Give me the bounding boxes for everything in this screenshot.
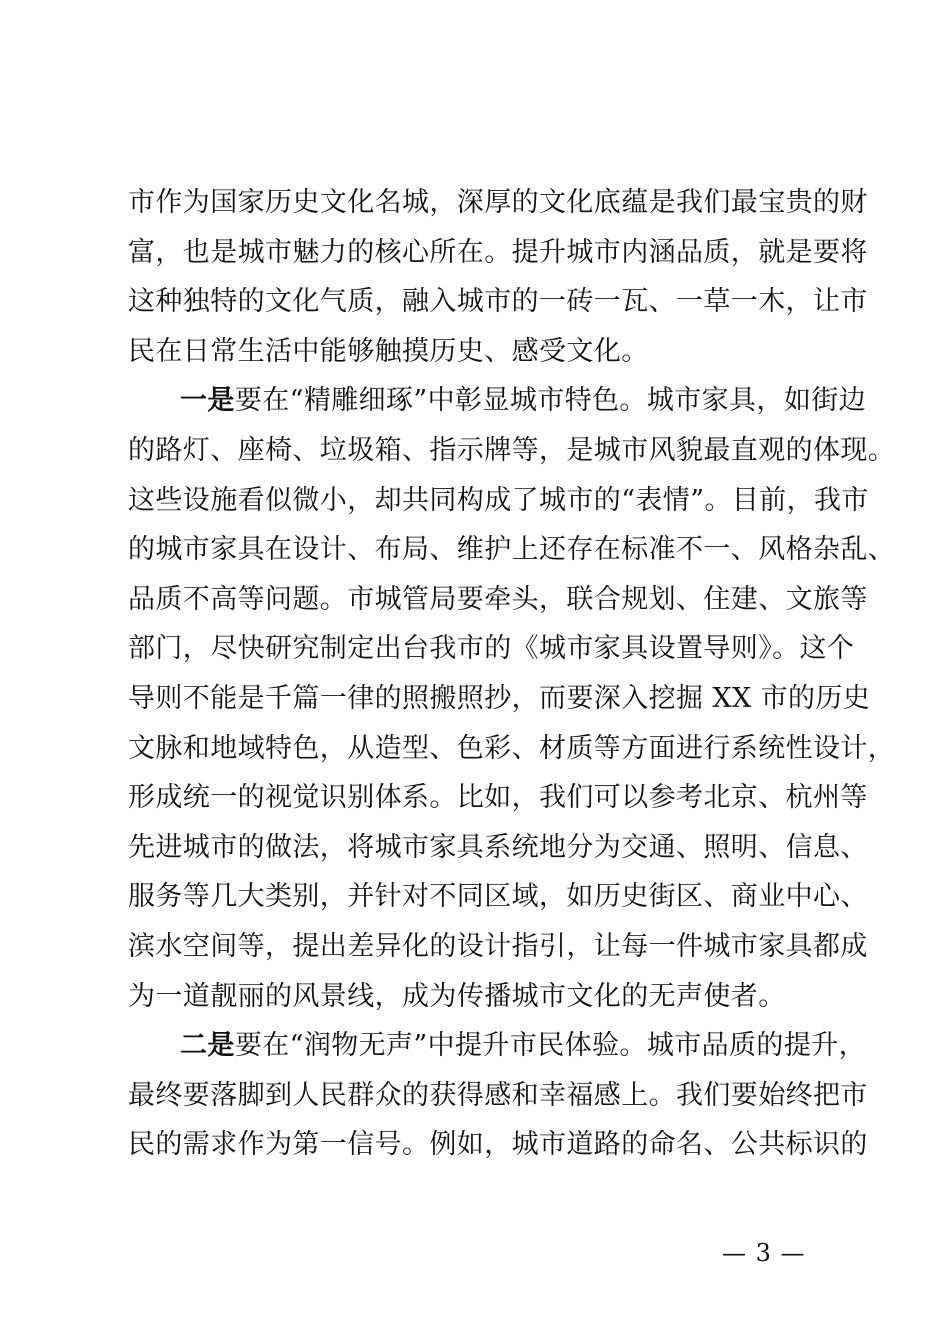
text-line: 的城市家具在设计、布局、维护上还存在标准不一、风格杂乱、 [128,534,896,566]
body-text [128,178,896,1170]
point-two-heading-text: 要在“润物无声”中提升市民体验。城市品质的提升， [234,1030,867,1062]
point-one-heading-text: 要在“精雕细琢”中彰显城市特色。城市家具，如街边 [234,385,867,417]
paragraph-first-line [128,1021,867,1071]
text-line: 为一道靓丽的风景线，成为传播城市文化的无声使者。 [128,980,786,1012]
page-number: — 3 — [722,1239,806,1267]
text-line: 形成统一的视觉识别体系。比如，我们可以参考北京、杭州等 [128,782,868,814]
text-line: 滨水空间等，提出差异化的设计指引，让每一件城市家具都成 [128,930,868,962]
text-line: 文脉和地域特色，从造型、色彩、材质等方面进行系统性设计， [128,732,896,764]
paragraph-point-one [128,376,896,1021]
text-line: 的路灯、座椅、垃圾箱、指示牌等，是城市风貌最直观的体现。 [128,434,896,466]
text-line: 部门，尽快研究制定出台我市的《城市家具设置导则》。这个 [128,633,855,665]
text-line: 最终要落脚到人民群众的获得感和幸福感上。我们要始终把市 [128,1079,868,1111]
text-line: 富，也是城市魅力的核心所在。提升城市内涵品质，就是要将 [128,236,868,268]
text-line: 这种独特的文化气质，融入城市的一砖一瓦、一草一木，让市 [128,286,868,318]
text-line: 民的需求作为第一信号。例如，城市道路的命名、公共标识的 [128,1129,868,1161]
text-line: 民在日常生活中能够触摸历史、感受文化。 [128,335,649,367]
text-line: 这些设施看似微小，却共同构成了城市的“表情”。目前，我市 [128,484,869,516]
point-one-lead: 一是 [180,385,235,417]
text-line: 服务等几大类别，并针对不同区域，如历史街区、商业中心、 [128,881,868,913]
paragraph-point-two [128,1021,868,1170]
paragraph-first-line [128,376,867,426]
text-line: 导则不能是千篇一律的照搬照抄，而要深入挖掘 XX 市的历史 [128,682,871,714]
text-line: 先进城市的做法，将城市家具系统地分为交通、照明、信息、 [128,831,868,863]
point-two-lead: 二是 [180,1030,235,1062]
text-line: 市作为国家历史文化名城，深厚的文化底蕴是我们最宝贵的财 [128,187,868,218]
paragraph-cultural-heritage [128,178,868,376]
text-line: 品质不高等问题。市城管局要牵头，联合规划、住建、文旅等 [128,583,868,615]
